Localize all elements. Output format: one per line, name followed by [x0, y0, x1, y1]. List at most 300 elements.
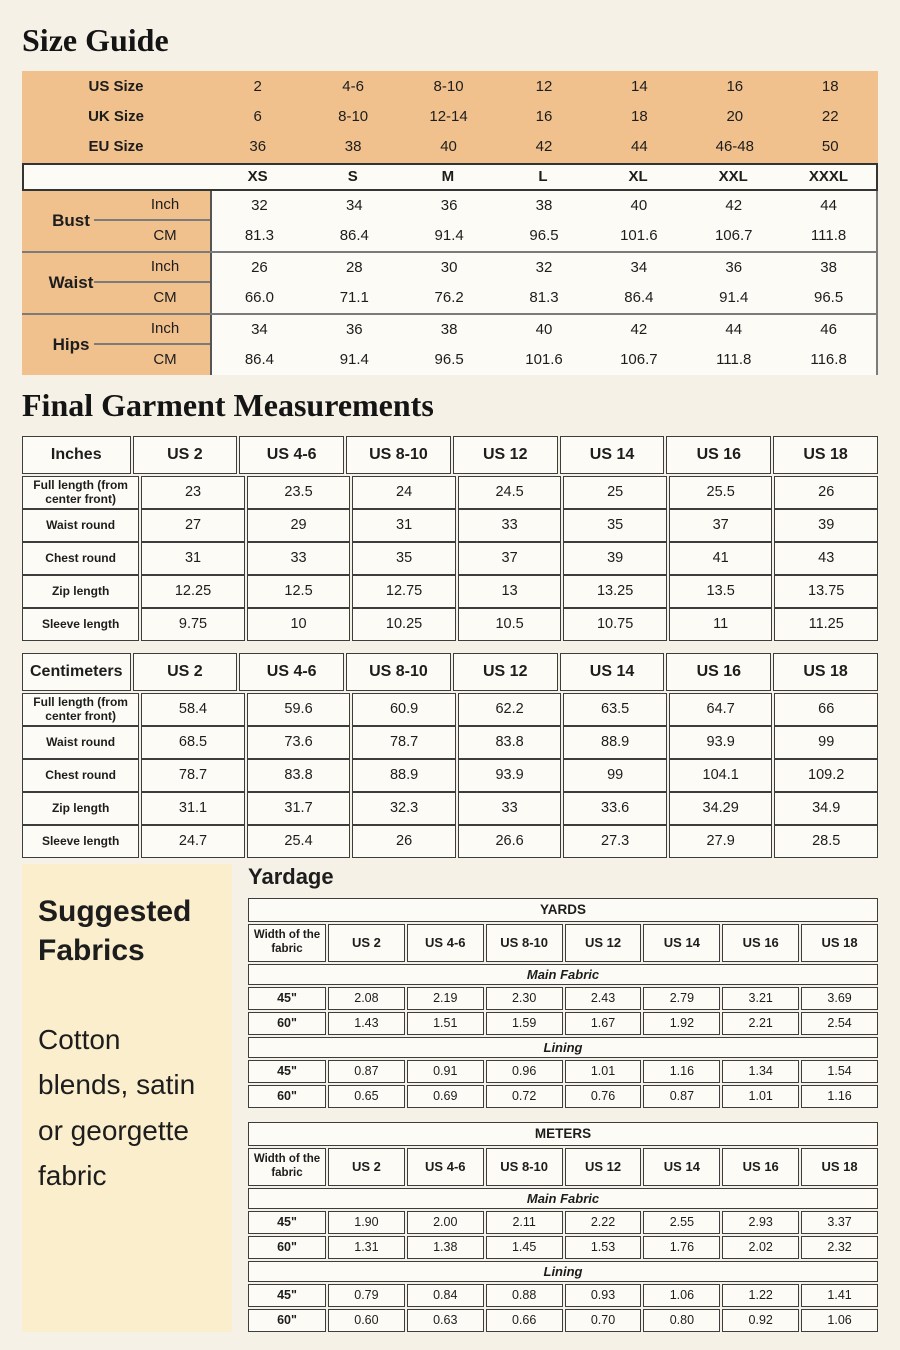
garment-value: 33 [247, 542, 351, 575]
garment-value: 11.25 [774, 608, 878, 641]
yardage-table [248, 898, 878, 1108]
garment-value: 12.75 [352, 575, 456, 608]
yardage-section [248, 864, 878, 1332]
yardage-group [248, 964, 878, 1035]
fabric-width-label: 60" [248, 1012, 326, 1035]
size-value: 18 [631, 108, 648, 126]
yardage-value: 0.80 [643, 1309, 720, 1332]
garment-row-values [141, 792, 878, 825]
measurement-row [212, 283, 876, 313]
garment-row [22, 825, 878, 858]
size-value: 20 [726, 108, 744, 126]
yardage-group-rows [248, 1060, 878, 1108]
unit-label: CM [153, 289, 177, 307]
garment-value: 24 [352, 476, 456, 509]
yardage-row-values [328, 1085, 878, 1108]
yardage-value: 1.53 [565, 1236, 642, 1259]
yardage-value: 1.34 [722, 1060, 799, 1083]
measurement-value: 44 [725, 321, 743, 339]
body-measurement-section [22, 191, 878, 251]
garment-value: 25.5 [669, 476, 773, 509]
yardage-value: 1.59 [486, 1012, 563, 1035]
yardage-size-headers [328, 1148, 878, 1186]
garment-value: 13.25 [563, 575, 667, 608]
size-header: US 18 [773, 436, 878, 474]
measurement-value: 86.4 [339, 227, 369, 245]
size-conversion-row [22, 132, 878, 162]
yardage-value: 1.54 [801, 1060, 878, 1083]
garment-value: 33 [458, 509, 562, 542]
yardage-value: 1.76 [643, 1236, 720, 1259]
garment-value: 11 [669, 608, 773, 641]
yardage-row [248, 987, 878, 1010]
measurement-value: 66.0 [244, 289, 275, 307]
measurement-value: 46 [820, 321, 837, 339]
fabric-width-header: Width of the fabric [248, 1148, 326, 1186]
yardage-row [248, 1060, 878, 1083]
size-value: 18 [821, 78, 839, 96]
size-header: US 18 [801, 1148, 878, 1186]
garment-table [22, 653, 878, 858]
size-conversion-table [22, 71, 878, 163]
yardage-value: 2.08 [328, 987, 405, 1010]
yardage-value: 2.19 [407, 987, 484, 1010]
yardage-value: 2.55 [643, 1211, 720, 1234]
yardage-value: 2.43 [565, 987, 642, 1010]
garment-row [22, 476, 878, 509]
size-value: 36 [249, 138, 267, 156]
letter-size: XXXL [808, 168, 848, 186]
garment-value: 33 [458, 792, 562, 825]
size-value: 6 [253, 108, 262, 126]
yardage-group-rows [248, 1211, 878, 1259]
garment-rows [22, 693, 878, 858]
yardage-value: 2.79 [643, 987, 720, 1010]
letter-size: M [441, 168, 455, 186]
garment-row-label: Waist round [22, 726, 139, 759]
yardage-row-values [328, 1012, 878, 1035]
yardage-value: 1.01 [565, 1060, 642, 1083]
garment-row-values [141, 608, 878, 641]
garment-value: 66 [774, 693, 878, 726]
size-header: US 16 [666, 436, 771, 474]
garment-value: 93.9 [458, 759, 562, 792]
garment-value: 32.3 [352, 792, 456, 825]
yardage-header-row [248, 1148, 878, 1186]
yardage-value: 0.87 [643, 1085, 720, 1108]
yardage-value: 0.87 [328, 1060, 405, 1083]
measurement-value: 76.2 [434, 289, 464, 307]
size-conversion-row [22, 72, 878, 102]
garment-size-headers [133, 653, 879, 691]
garment-row-values [141, 476, 878, 509]
garment-row [22, 509, 878, 542]
measurement-name: Waist [48, 272, 94, 292]
measurement-value: 96.5 [434, 351, 464, 369]
yardage-row-values [328, 1211, 878, 1234]
measurement-label-cell [22, 191, 210, 251]
yardage-value: 0.65 [328, 1085, 405, 1108]
letter-size: S [347, 168, 358, 186]
garment-value: 99 [563, 759, 667, 792]
size-value: 8-10 [338, 108, 369, 126]
yardage-size-headers [328, 924, 878, 962]
measurement-value: 42 [630, 321, 648, 339]
yardage-group-rows [248, 1284, 878, 1332]
yardage-value: 1.45 [486, 1236, 563, 1259]
garment-value: 27.3 [563, 825, 667, 858]
unit-system-header: Inches [22, 436, 131, 474]
garment-value: 35 [352, 542, 456, 575]
unit-labels [120, 315, 210, 375]
garment-value: 31 [141, 542, 245, 575]
letter-size: L [538, 168, 548, 186]
measurement-values [210, 315, 878, 375]
size-value: 38 [344, 138, 362, 156]
garment-value: 83.8 [247, 759, 351, 792]
yardage-value: 0.88 [486, 1284, 563, 1307]
size-header: US 8-10 [346, 436, 451, 474]
measurement-value: 116.8 [810, 351, 847, 369]
bottom-section [22, 864, 878, 1332]
size-header: US 4-6 [407, 1148, 484, 1186]
yardage-value: 0.69 [407, 1085, 484, 1108]
yardage-group [248, 1261, 878, 1332]
size-header: US 16 [666, 653, 771, 691]
garment-value: 83.8 [458, 726, 562, 759]
garment-row [22, 792, 878, 825]
garment-value: 25 [563, 476, 667, 509]
yardage-value: 1.41 [801, 1284, 878, 1307]
garment-row-label: Zip length [22, 792, 139, 825]
yardage-row-values [328, 1309, 878, 1332]
yardage-value: 0.66 [486, 1309, 563, 1332]
letter-sizes-row [22, 163, 878, 191]
garment-value: 39 [563, 542, 667, 575]
unit-label: Inch [120, 253, 210, 283]
size-value: 2 [253, 78, 262, 96]
garment-row-label: Chest round [22, 759, 139, 792]
garment-row-values [141, 542, 878, 575]
measurement-value: 26 [251, 259, 268, 277]
garment-value: 33.6 [563, 792, 667, 825]
yardage-value: 0.79 [328, 1284, 405, 1307]
fabric-width-label: 45" [248, 1284, 326, 1307]
size-header: US 4-6 [239, 653, 344, 691]
size-header: US 4-6 [407, 924, 484, 962]
yardage-value: 1.92 [643, 1012, 720, 1035]
yardage-value: 1.90 [328, 1211, 405, 1234]
garment-row [22, 726, 878, 759]
measurement-value: 32 [251, 197, 268, 215]
garment-row-values [141, 575, 878, 608]
size-header: US 2 [133, 436, 238, 474]
yardage-group-label: Main Fabric [248, 964, 878, 985]
yardage-row-values [328, 1236, 878, 1259]
yardage-value: 1.43 [328, 1012, 405, 1035]
size-value: 16 [726, 78, 744, 96]
yardage-value: 2.30 [486, 987, 563, 1010]
garment-value: 78.7 [141, 759, 245, 792]
size-values [210, 132, 878, 162]
garment-value: 26 [774, 476, 878, 509]
yardage-value: 0.76 [565, 1085, 642, 1108]
garment-value: 10.25 [352, 608, 456, 641]
measurement-value: 86.4 [244, 351, 275, 369]
yardage-value: 2.54 [801, 1012, 878, 1035]
suggested-fabrics-text: Cotton blends, satin or georgette fabric [38, 1023, 196, 1191]
yardage-value: 0.93 [565, 1284, 642, 1307]
garment-value: 99 [774, 726, 878, 759]
measurement-value: 86.4 [624, 289, 654, 307]
yardage-group-label: Lining [248, 1261, 878, 1282]
unit-label: Inch [120, 315, 210, 345]
measurement-value: 111.8 [716, 351, 752, 369]
measurement-value: 38 [440, 321, 458, 339]
garment-value: 24.5 [458, 476, 562, 509]
measurement-row [212, 315, 876, 345]
measurement-value: 81.3 [244, 227, 275, 245]
yardage-group-label: Main Fabric [248, 1188, 878, 1209]
yardage-group-label-row [248, 1261, 878, 1282]
garment-value: 64.7 [669, 693, 773, 726]
measurement-value: 36 [440, 197, 458, 215]
fabric-width-label: 45" [248, 987, 326, 1010]
letter-row-spacer [24, 165, 210, 189]
garment-table [22, 436, 878, 641]
page-title: Size Guide [22, 22, 169, 58]
size-header: US 8-10 [486, 924, 563, 962]
garment-value: 78.7 [352, 726, 456, 759]
letter-size: XS [247, 168, 268, 186]
yardage-group [248, 1037, 878, 1108]
measurement-label-cell [22, 253, 210, 313]
garment-value: 29 [247, 509, 351, 542]
size-system-label: EU Size [88, 138, 144, 156]
measurement-value: 106.7 [620, 351, 658, 369]
fabric-width-label: 60" [248, 1236, 326, 1259]
garment-row [22, 575, 878, 608]
garment-row-values [141, 693, 878, 726]
garment-value: 37 [669, 509, 773, 542]
garment-row-label: Sleeve length [22, 825, 139, 858]
size-header: US 16 [722, 1148, 799, 1186]
garment-value: 58.4 [141, 693, 245, 726]
garment-value: 88.9 [352, 759, 456, 792]
yardage-table-title: METERS [248, 1122, 878, 1146]
garment-value: 25.4 [247, 825, 351, 858]
size-value: 8-10 [433, 78, 464, 96]
measurement-value: 96.5 [529, 227, 559, 245]
measurement-value: 34 [345, 197, 363, 215]
garment-header-row [22, 653, 878, 691]
size-header: US 12 [453, 436, 558, 474]
garment-row [22, 759, 878, 792]
garment-value: 35 [563, 509, 667, 542]
yardage-value: 2.32 [801, 1236, 878, 1259]
garment-row-values [141, 759, 878, 792]
garment-value: 62.2 [458, 693, 562, 726]
yardage-value: 0.63 [407, 1309, 484, 1332]
letter-size-cells [210, 165, 876, 189]
yardage-value: 1.16 [643, 1060, 720, 1083]
measurement-value: 30 [440, 259, 458, 277]
garment-row-values [141, 825, 878, 858]
garment-value: 37 [458, 542, 562, 575]
measurement-values [210, 191, 878, 251]
measurement-value: 71.1 [339, 289, 369, 307]
size-system-label: UK Size [88, 108, 144, 126]
yardage-group-label-row [248, 964, 878, 985]
measurement-name: Hips [52, 334, 90, 354]
yardage-table-title-row [248, 1122, 878, 1146]
size-value: 12 [535, 78, 553, 96]
fabric-width-header: Width of the fabric [248, 924, 326, 962]
garment-value: 59.6 [247, 693, 351, 726]
yardage-row [248, 1085, 878, 1108]
size-value: 44 [631, 138, 648, 156]
measurement-value: 38 [535, 197, 553, 215]
size-value: 42 [535, 138, 553, 156]
size-header: US 12 [453, 653, 558, 691]
garment-value: 13.75 [774, 575, 878, 608]
yardage-value: 0.70 [565, 1309, 642, 1332]
garment-row [22, 542, 878, 575]
size-header: US 2 [133, 653, 238, 691]
garment-value: 60.9 [352, 693, 456, 726]
yardage-row-values [328, 1060, 878, 1083]
yardage-value: 2.93 [722, 1211, 799, 1234]
yardage-value: 1.06 [643, 1284, 720, 1307]
suggested-fabrics-heading: Suggested Fabrics [38, 894, 192, 968]
garment-value: 23.5 [247, 476, 351, 509]
size-header: US 8-10 [346, 653, 451, 691]
yardage-value: 1.38 [407, 1236, 484, 1259]
garment-value: 24.7 [141, 825, 245, 858]
garment-value: 41 [669, 542, 773, 575]
measurement-value: 44 [820, 197, 837, 215]
measurement-row [212, 221, 876, 251]
measurement-value: 34 [251, 321, 268, 339]
yardage-value: 0.84 [407, 1284, 484, 1307]
size-values [210, 72, 878, 102]
fabric-width-label: 60" [248, 1085, 326, 1108]
garment-value: 27.9 [669, 825, 773, 858]
yardage-value: 0.92 [722, 1309, 799, 1332]
yardage-value: 0.60 [328, 1309, 405, 1332]
yardage-group-label-row [248, 1188, 878, 1209]
fabric-width-label: 45" [248, 1211, 326, 1234]
suggested-fabrics-panel [22, 864, 232, 1332]
measurement-value: 81.3 [529, 289, 559, 307]
yardage-value: 0.72 [486, 1085, 563, 1108]
garment-value: 28.5 [774, 825, 878, 858]
yardage-value: 1.51 [407, 1012, 484, 1035]
garment-size-headers [133, 436, 879, 474]
size-values [210, 102, 878, 132]
garment-row-label: Full length (from center front) [22, 476, 139, 509]
size-value: 40 [440, 138, 457, 156]
garment-value: 13 [458, 575, 562, 608]
unit-labels [120, 191, 210, 251]
size-header: US 18 [801, 924, 878, 962]
measurement-value: 101.6 [525, 351, 563, 369]
yardage-row [248, 1012, 878, 1035]
garment-value: 9.75 [141, 608, 245, 641]
measurement-value: 42 [725, 197, 743, 215]
measurement-value: 96.5 [813, 289, 844, 307]
yardage-value: 2.22 [565, 1211, 642, 1234]
measurement-value: 40 [630, 197, 648, 215]
garment-value: 104.1 [669, 759, 773, 792]
garment-row [22, 693, 878, 726]
garment-rows [22, 476, 878, 641]
garment-value: 63.5 [563, 693, 667, 726]
yardage-groups [248, 964, 878, 1108]
yardage-row [248, 1211, 878, 1234]
unit-labels [120, 253, 210, 313]
measurement-value: 106.7 [714, 227, 753, 245]
garment-value: 43 [774, 542, 878, 575]
yardage-value: 1.67 [565, 1012, 642, 1035]
size-header: US 14 [560, 653, 665, 691]
yardage-group-label: Lining [248, 1037, 878, 1058]
garment-value: 34.9 [774, 792, 878, 825]
yardage-table-title-row [248, 898, 878, 922]
garment-value: 68.5 [141, 726, 245, 759]
yardage-row [248, 1284, 878, 1307]
size-value: 50 [821, 138, 839, 156]
measurement-value: 111.8 [810, 227, 847, 245]
yardage-value: 3.69 [801, 987, 878, 1010]
yardage-value: 2.21 [722, 1012, 799, 1035]
size-value: 22 [821, 108, 839, 126]
yardage-row-values [328, 1284, 878, 1307]
measurement-value: 36 [345, 321, 363, 339]
garment-value: 34.29 [669, 792, 773, 825]
letter-size: XL [628, 168, 648, 186]
yardage-table-title: YARDS [248, 898, 878, 922]
garment-header-row [22, 436, 878, 474]
measurement-value: 38 [820, 259, 837, 277]
yardage-value: 0.96 [486, 1060, 563, 1083]
garment-value: 12.5 [247, 575, 351, 608]
garment-row-label: Chest round [22, 542, 139, 575]
size-system-label: US Size [88, 78, 144, 96]
garment-value: 10.75 [563, 608, 667, 641]
measurement-value: 34 [630, 259, 648, 277]
size-header: US 4-6 [239, 436, 344, 474]
yardage-value: 1.06 [801, 1309, 878, 1332]
size-header: US 12 [565, 1148, 642, 1186]
garment-value: 93.9 [669, 726, 773, 759]
unit-label: CM [153, 227, 177, 245]
yardage-value: 1.31 [328, 1236, 405, 1259]
yardage-row-values [328, 987, 878, 1010]
garment-row-values [141, 726, 878, 759]
body-measurements-table [22, 191, 878, 375]
size-conversion-row [22, 102, 878, 132]
measurement-values [210, 253, 878, 313]
yardage-value: 0.91 [407, 1060, 484, 1083]
garment-row-label: Sleeve length [22, 608, 139, 641]
yardage-row [248, 1309, 878, 1332]
yardage-value: 2.00 [407, 1211, 484, 1234]
measurement-value: 91.4 [719, 289, 749, 307]
garment-value: 31.1 [141, 792, 245, 825]
unit-system-header: Centimeters [22, 653, 131, 691]
measurement-value: 36 [725, 259, 743, 277]
